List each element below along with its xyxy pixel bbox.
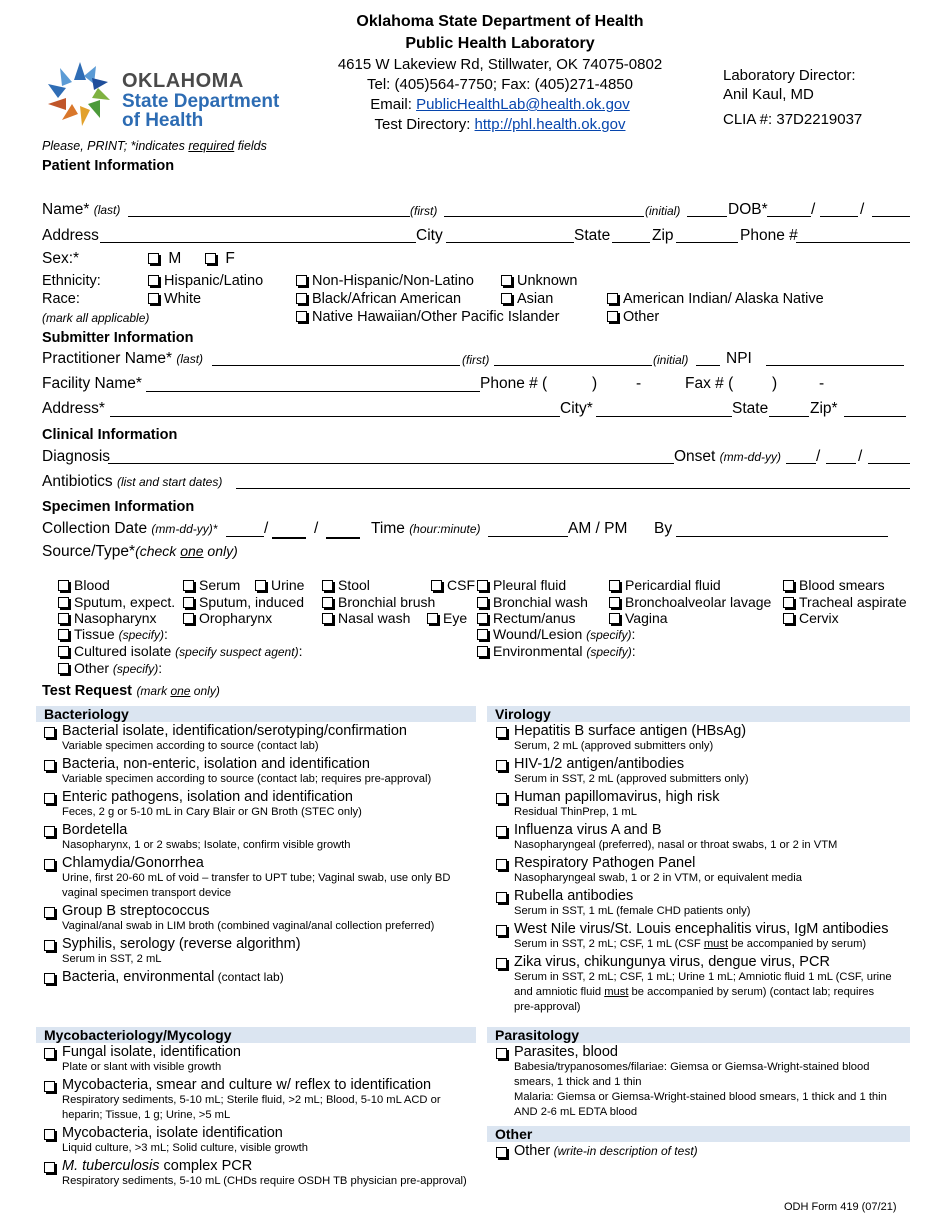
dob-slash-1: / xyxy=(811,201,816,218)
test-specimen-requirement: Respiratory sediments, 5-10 mL; Sterile fluid, >2 mL; Blood, 5-10 mL ACD or xyxy=(62,1094,441,1106)
parasitology-tests xyxy=(492,1044,912,1122)
practitioner-initial-field[interactable] xyxy=(696,365,720,366)
sex-male-checkbox[interactable]: M xyxy=(148,250,181,268)
collection-month-field[interactable] xyxy=(226,536,264,537)
collected-by-field[interactable] xyxy=(676,536,888,537)
specimen-pericardial-checkbox[interactable]: Pericardial fluid xyxy=(609,577,721,593)
test-name: Respiratory Pathogen Panel xyxy=(514,855,696,871)
checkbox-icon[interactable] xyxy=(496,826,507,837)
patient-name-label: Name* (last) xyxy=(42,201,121,218)
facility-state-field[interactable] xyxy=(769,416,809,417)
parasitology-test-checkbox[interactable] xyxy=(492,1044,912,1060)
specimen-sputum-expect-checkbox[interactable]: Sputum, expect. xyxy=(58,594,175,610)
patient-city-field[interactable] xyxy=(446,242,574,243)
facility-name-label: Facility Name* xyxy=(42,375,142,392)
specimen-blood-checkbox[interactable]: Blood xyxy=(58,577,110,593)
bacteriology-header: Bacteriology xyxy=(36,706,476,722)
time-field[interactable] xyxy=(488,536,568,537)
dob-label: DOB* xyxy=(728,201,768,218)
antibiotics-label: Antibiotics (list and start dates) xyxy=(42,473,223,490)
specimen-csf-checkbox[interactable]: CSF xyxy=(431,577,475,593)
virology-test-checkbox[interactable] xyxy=(492,954,912,970)
checkbox-icon[interactable] xyxy=(44,907,55,918)
practitioner-name-label: Practitioner Name* (last) xyxy=(42,350,204,367)
collection-slash-1: / xyxy=(264,520,269,537)
logo-star-icon xyxy=(44,60,116,128)
directory-label: Test Directory: xyxy=(374,116,475,133)
patient-phone-label: Phone # xyxy=(740,227,798,244)
test-specimen-requirement: Serum in SST, 2 mL; CSF, 1 mL; Urine 1 mL; Amniotic fluid 1 mL (CSF, urine xyxy=(514,971,892,983)
initial-label: (initial) xyxy=(645,204,681,218)
test-name: Fungal isolate, identification xyxy=(62,1044,241,1060)
test-name: Bordetella xyxy=(62,822,128,838)
phone-close-paren: ) xyxy=(592,375,598,392)
test-specimen-requirement: vaginal specimen transport device xyxy=(62,887,232,899)
test-name: Mycobacteria, smear and culture w/ reflex to identification xyxy=(62,1077,432,1093)
test-specimen-requirement: Nasopharyngeal (preferred), nasal or throat swabs, 1 or 2 in VTM xyxy=(514,839,838,851)
dob-slash-2: / xyxy=(860,201,865,218)
specimen-tissue-checkbox[interactable]: Tissue (specify): xyxy=(58,626,168,642)
myco-test-checkbox[interactable] xyxy=(40,1044,480,1060)
ethnicity-non-hispanic-checkbox[interactable]: Non-Hispanic/Non-Latino xyxy=(296,273,474,289)
race-white-checkbox[interactable]: White xyxy=(148,291,201,307)
facility-address-label: Address* xyxy=(42,400,105,417)
virology-test-checkbox[interactable] xyxy=(492,921,912,937)
phone-dash: - xyxy=(636,375,642,392)
test-specimen-requirement: Urine, first 20-60 mL of void – transfer to UPT tube; Vaginal swab, use only BD xyxy=(62,872,451,884)
specimen-vagina-checkbox[interactable]: Vagina xyxy=(609,610,668,626)
fax-close-paren: ) xyxy=(772,375,778,392)
virology-test-checkbox[interactable] xyxy=(492,822,912,838)
test-specimen-requirement: Nasopharyngeal swab, 1 or 2 in VTM, or equivalent media xyxy=(514,872,802,884)
ampm-label[interactable]: AM / PM xyxy=(568,520,628,537)
patient-city-label: City xyxy=(416,227,443,244)
test-name: Bacterial isolate, identification/serotyping/confirmation xyxy=(62,723,407,739)
myco-test-checkbox[interactable] xyxy=(40,1158,480,1174)
ethnicity-label: Ethnicity: xyxy=(42,273,101,289)
test-name: Enteric pathogens, isolation and identification xyxy=(62,789,353,805)
patient-phone-field[interactable] xyxy=(796,242,910,243)
test-specimen-requirement: Vaginal/anal swab in LIM broth (combined vaginal/anal collection preferred) xyxy=(62,920,435,932)
checkbox-icon[interactable] xyxy=(44,793,55,804)
test-name: Rubella antibodies xyxy=(514,888,634,904)
logo-line1: OKLAHOMA xyxy=(122,70,244,92)
test-name: Hepatitis B surface antigen (HBsAg) xyxy=(514,723,747,739)
time-label: Time (hour:minute) xyxy=(371,520,481,537)
test-specimen-requirement: Residual ThinPrep, 1 mL xyxy=(514,806,637,818)
specimen-bal-checkbox[interactable]: Bronchoalveolar lavage xyxy=(609,594,771,610)
facility-phone-label: Phone # ( xyxy=(480,375,548,392)
test-specimen-requirement: Nasopharynx, 1 or 2 swabs; Isolate, confirm visible growth xyxy=(62,839,351,851)
onset-day-field[interactable] xyxy=(826,463,856,464)
fax-dash: - xyxy=(819,375,825,392)
test-name: Bacteria, non-enteric, isolation and identification xyxy=(62,756,370,772)
race-label: Race: xyxy=(42,291,80,307)
practitioner-initial-label: (initial) xyxy=(653,353,689,367)
lab-name: Public Health Laboratory xyxy=(405,35,595,52)
specimen-other-checkbox[interactable]: Other (specify): xyxy=(58,660,162,676)
bacteriology-test-checkbox[interactable] xyxy=(40,936,480,952)
checkbox-icon[interactable] xyxy=(496,1048,507,1059)
test-specimen-requirement: Serum in SST, 1 mL (female CHD patients only) xyxy=(514,905,751,917)
logo-line2: State Department xyxy=(122,91,280,112)
onset-month-field[interactable] xyxy=(786,463,816,464)
virology-test-checkbox[interactable] xyxy=(492,888,912,904)
facility-state-label: State xyxy=(732,400,769,417)
test-specimen-requirement: heparin; Tissue, 1 g; Urine, >5 mL xyxy=(62,1109,231,1121)
instructions: Please, PRINT; *indicates required fields xyxy=(42,139,267,153)
test-name: Mycobacteria, isolate identification xyxy=(62,1125,283,1141)
virology-header: Virology xyxy=(487,706,910,722)
checkbox-icon[interactable] xyxy=(496,892,507,903)
header-center xyxy=(290,11,710,135)
checkbox-icon[interactable] xyxy=(44,1129,55,1140)
sex-label: Sex:* xyxy=(42,250,80,267)
clinical-section-title: Clinical Information xyxy=(42,427,178,443)
facility-city-label: City* xyxy=(560,400,593,417)
director-name: Anil Kaul, MD xyxy=(723,86,814,103)
test-name: Parasites, blood xyxy=(514,1044,618,1060)
mycobacteriology-header: Mycobacteriology/Mycology xyxy=(36,1027,476,1043)
ethnicity-hispanic-checkbox[interactable]: Hispanic/Latino xyxy=(148,273,263,289)
first-label: (first) xyxy=(410,204,438,218)
org-name: Oklahoma State Department of Health xyxy=(356,13,644,30)
specimen-cultured-isolate-checkbox[interactable]: Cultured isolate (specify suspect agent): xyxy=(58,643,302,659)
specimen-oropharynx-checkbox[interactable]: Oropharynx xyxy=(183,610,272,626)
lab-tel: Tel: (405)564-7750; Fax: (405)271-4850 xyxy=(366,76,633,93)
collection-year-field[interactable] xyxy=(326,537,360,539)
specimen-bronchial-wash-checkbox[interactable]: Bronchial wash xyxy=(477,594,588,610)
specimen-stool-checkbox[interactable]: Stool xyxy=(322,577,370,593)
checkbox-icon[interactable] xyxy=(44,1048,55,1059)
specimen-eye-checkbox[interactable]: Eye xyxy=(427,610,467,626)
checkbox-icon[interactable] xyxy=(44,1081,55,1092)
race-other-checkbox[interactable]: Other xyxy=(607,309,659,325)
ethnicity-unknown-checkbox[interactable]: Unknown xyxy=(501,273,577,289)
facility-address-field[interactable] xyxy=(110,416,560,417)
osdh-logo xyxy=(44,60,294,130)
facility-name-field[interactable] xyxy=(146,391,480,392)
checkbox-icon[interactable] xyxy=(496,727,507,738)
parasitology-header: Parasitology xyxy=(487,1027,910,1043)
specimen-urine-checkbox[interactable]: Urine xyxy=(255,577,304,593)
clia-number: CLIA #: 37D2219037 xyxy=(723,111,863,128)
test-name: Human papillomavirus, high risk xyxy=(514,789,720,805)
patient-initial-field[interactable] xyxy=(687,216,727,217)
onset-year-field[interactable] xyxy=(868,463,910,464)
test-name: Other xyxy=(514,1143,551,1159)
patient-zip-label: Zip xyxy=(652,227,674,244)
virology-test-checkbox[interactable] xyxy=(492,855,912,871)
bacteriology-test-checkbox[interactable] xyxy=(40,903,480,919)
specimen-nasopharynx-checkbox[interactable]: Nasopharynx xyxy=(58,610,157,626)
checkbox-icon[interactable] xyxy=(496,1147,507,1158)
specimen-rectum-checkbox[interactable]: Rectum/anus xyxy=(477,610,575,626)
collection-date-label: Collection Date (mm-dd-yy)* xyxy=(42,520,218,537)
test-specimen-requirement: Malaria: Giemsa or Giemsa-Wright-stained blood smears, 1 thick and 1 thin xyxy=(514,1091,887,1103)
test-specimen-requirement: Plate or slant with visible growth xyxy=(62,1061,222,1073)
test-name: Group B streptococcus xyxy=(62,903,210,919)
test-name: Chlamydia/Gonorrhea xyxy=(62,855,204,871)
specimen-pleural-checkbox[interactable]: Pleural fluid xyxy=(477,577,566,593)
test-name: West Nile virus/St. Louis encephalitis virus, IgM antibodies xyxy=(514,921,889,937)
specimen-serum-checkbox[interactable]: Serum xyxy=(183,577,240,593)
checkbox-icon[interactable] xyxy=(44,727,55,738)
facility-city-field[interactable] xyxy=(596,416,732,417)
npi-label: NPI xyxy=(726,350,752,367)
test-specimen-requirement: and amniotic fluid must be accompanied by serum) (contact lab; requires xyxy=(514,986,875,998)
facility-fax-label: Fax # ( xyxy=(685,375,734,392)
checkbox-icon[interactable] xyxy=(496,958,507,969)
bacteriology-test-checkbox[interactable] xyxy=(40,756,480,772)
virology-tests xyxy=(492,723,912,1017)
checkbox-icon[interactable] xyxy=(496,859,507,870)
checkbox-icon[interactable] xyxy=(44,760,55,771)
director-label: Laboratory Director: xyxy=(723,67,856,84)
bacteriology-tests xyxy=(40,723,480,987)
patient-address-label: Address xyxy=(42,227,99,244)
practitioner-first-label: (first) xyxy=(462,353,490,367)
bacteriology-test-checkbox[interactable] xyxy=(40,789,480,805)
checkbox-icon[interactable] xyxy=(44,973,55,984)
checkbox-icon[interactable] xyxy=(44,1162,55,1173)
logo-line3: of Health xyxy=(122,110,204,131)
directory-link[interactable]: http://phl.health.ok.gov xyxy=(474,116,626,133)
specimen-tracheal-checkbox[interactable]: Tracheal aspirate xyxy=(783,594,907,610)
test-name: Bacteria, environmental xyxy=(62,969,215,985)
test-specimen-requirement: Serum in SST, 2 mL (approved submitters only) xyxy=(514,773,749,785)
diagnosis-field[interactable] xyxy=(108,463,674,464)
race-black-checkbox[interactable]: Black/African American xyxy=(296,291,461,307)
test-specimen-requirement: Variable specimen according to source (contact lab; requires pre-approval) xyxy=(62,773,432,785)
virology-test-checkbox[interactable] xyxy=(492,756,912,772)
email-link[interactable]: PublicHealthLab@health.ok.gov xyxy=(416,96,630,113)
patient-first-name-field[interactable] xyxy=(444,216,644,217)
dob-year-field[interactable] xyxy=(872,216,910,217)
diagnosis-label: Diagnosis xyxy=(42,448,111,465)
specimen-cervix-checkbox[interactable]: Cervix xyxy=(783,610,839,626)
test-specimen-requirement: AND 2-6 mL EDTA blood xyxy=(514,1106,638,1118)
sex-female-checkbox[interactable]: F xyxy=(205,250,235,268)
other-header: Other xyxy=(487,1126,910,1142)
antibiotics-field[interactable] xyxy=(236,488,910,489)
test-name: Zika virus, chikungunya virus, dengue virus, PCR xyxy=(514,954,830,970)
patient-last-name-field[interactable] xyxy=(128,216,410,217)
patient-section-title: Patient Information xyxy=(42,158,175,174)
bacteriology-test-checkbox[interactable] xyxy=(40,822,480,838)
patient-state-field[interactable] xyxy=(612,242,650,243)
checkbox-icon[interactable] xyxy=(44,826,55,837)
mark-all-hint: (mark all applicable) xyxy=(42,311,150,325)
myco-test-checkbox[interactable] xyxy=(40,1077,480,1093)
specimen-sputum-induced-checkbox[interactable]: Sputum, induced xyxy=(183,594,304,610)
collection-slash-2: / xyxy=(314,520,319,537)
test-specimen-requirement: Serum in SST, 2 mL; CSF, 1 mL (CSF must be accompanied by serum) xyxy=(514,938,867,950)
facility-zip-label: Zip* xyxy=(810,400,838,417)
onset-slash-1: / xyxy=(816,448,821,465)
specimen-blood-smears-checkbox[interactable]: Blood smears xyxy=(783,577,885,593)
facility-zip-field[interactable] xyxy=(844,416,906,417)
bacteriology-test-checkbox[interactable] xyxy=(40,855,480,871)
onset-slash-2: / xyxy=(858,448,863,465)
dob-month-field[interactable] xyxy=(767,216,811,217)
specimen-nasal-wash-checkbox[interactable]: Nasal wash xyxy=(322,610,410,626)
submitter-section-title: Submitter Information xyxy=(42,330,194,346)
myco-test-checkbox[interactable] xyxy=(40,1125,480,1141)
patient-state-label: State xyxy=(574,227,611,244)
test-request-title: Test Request (mark one only) xyxy=(42,683,220,699)
patient-address-field[interactable] xyxy=(100,242,416,243)
test-specimen-requirement: smears, 1 thick and 1 thin xyxy=(514,1076,642,1088)
test-name: HIV-1/2 antigen/antibodies xyxy=(514,756,685,772)
test-specimen-requirement: Respiratory sediments, 5-10 mL (CHDs require OSDH TB physician pre-approval) xyxy=(62,1175,467,1187)
email-label: Email: xyxy=(370,96,417,113)
test-name: Influenza virus A and B xyxy=(514,822,662,838)
virology-test-checkbox[interactable] xyxy=(492,789,912,805)
source-type-label: Source/Type*(check one only) xyxy=(42,543,238,560)
mycobacteriology-tests xyxy=(40,1044,480,1191)
race-aian-checkbox[interactable]: American Indian/ Alaska Native xyxy=(607,291,824,307)
other-tests xyxy=(492,1143,912,1161)
test-specimen-requirement: pre-approval) xyxy=(514,1001,581,1013)
bacteriology-test-checkbox[interactable]: Bacteria, environmental (contact lab) xyxy=(40,969,480,985)
race-nhpi-checkbox[interactable]: Native Hawaiian/Other Pacific Islander xyxy=(296,309,559,325)
patient-zip-field[interactable] xyxy=(676,242,738,243)
test-name: Syphilis, serology (reverse algorithm) xyxy=(62,936,301,952)
specimen-bronchial-brush-checkbox[interactable]: Bronchial brush xyxy=(322,594,435,610)
virology-test-checkbox[interactable] xyxy=(492,723,912,739)
onset-label: Onset (mm-dd-yy) xyxy=(674,448,781,465)
form-number: ODH Form 419 (07/21) xyxy=(784,1201,897,1213)
practitioner-first-field[interactable] xyxy=(494,365,652,366)
checkbox-icon[interactable] xyxy=(44,940,55,951)
practitioner-last-field[interactable] xyxy=(212,365,460,366)
test-specimen-requirement: Babesia/trypanosomes/filariae: Giemsa or Giemsa-Wright-stained blood xyxy=(514,1061,870,1073)
checkbox-icon[interactable] xyxy=(496,760,507,771)
specimen-wound-checkbox[interactable]: Wound/Lesion (specify): xyxy=(477,626,635,642)
other-test-checkbox[interactable]: Other (write-in description of test) xyxy=(492,1143,912,1159)
specimen-environmental-checkbox[interactable]: Environmental (specify): xyxy=(477,643,636,659)
checkbox-icon[interactable] xyxy=(44,859,55,870)
test-specimen-requirement: Serum, 2 mL (approved submitters only) xyxy=(514,740,714,752)
bacteriology-test-checkbox[interactable] xyxy=(40,723,480,739)
collection-day-field[interactable] xyxy=(272,537,306,539)
npi-field[interactable] xyxy=(766,365,904,366)
checkbox-icon[interactable] xyxy=(496,925,507,936)
dob-day-field[interactable] xyxy=(820,216,858,217)
test-specimen-requirement: Liquid culture, >3 mL; Solid culture, visible growth xyxy=(62,1142,308,1154)
checkbox-icon[interactable] xyxy=(496,793,507,804)
test-specimen-requirement: Feces, 2 g or 5-10 mL in Cary Blair or GN Broth (STEC only) xyxy=(62,806,362,818)
test-specimen-requirement: Variable specimen according to source (contact lab) xyxy=(62,740,319,752)
specimen-section-title: Specimen Information xyxy=(42,499,195,515)
lab-address: 4615 W Lakeview Rd, Stillwater, OK 74075-0802 xyxy=(337,56,663,73)
test-specimen-requirement: Serum in SST, 2 mL xyxy=(62,953,162,965)
test-name: M. tuberculosis complex PCR xyxy=(62,1158,253,1174)
race-asian-checkbox[interactable]: Asian xyxy=(501,291,553,307)
by-label: By xyxy=(654,520,673,537)
